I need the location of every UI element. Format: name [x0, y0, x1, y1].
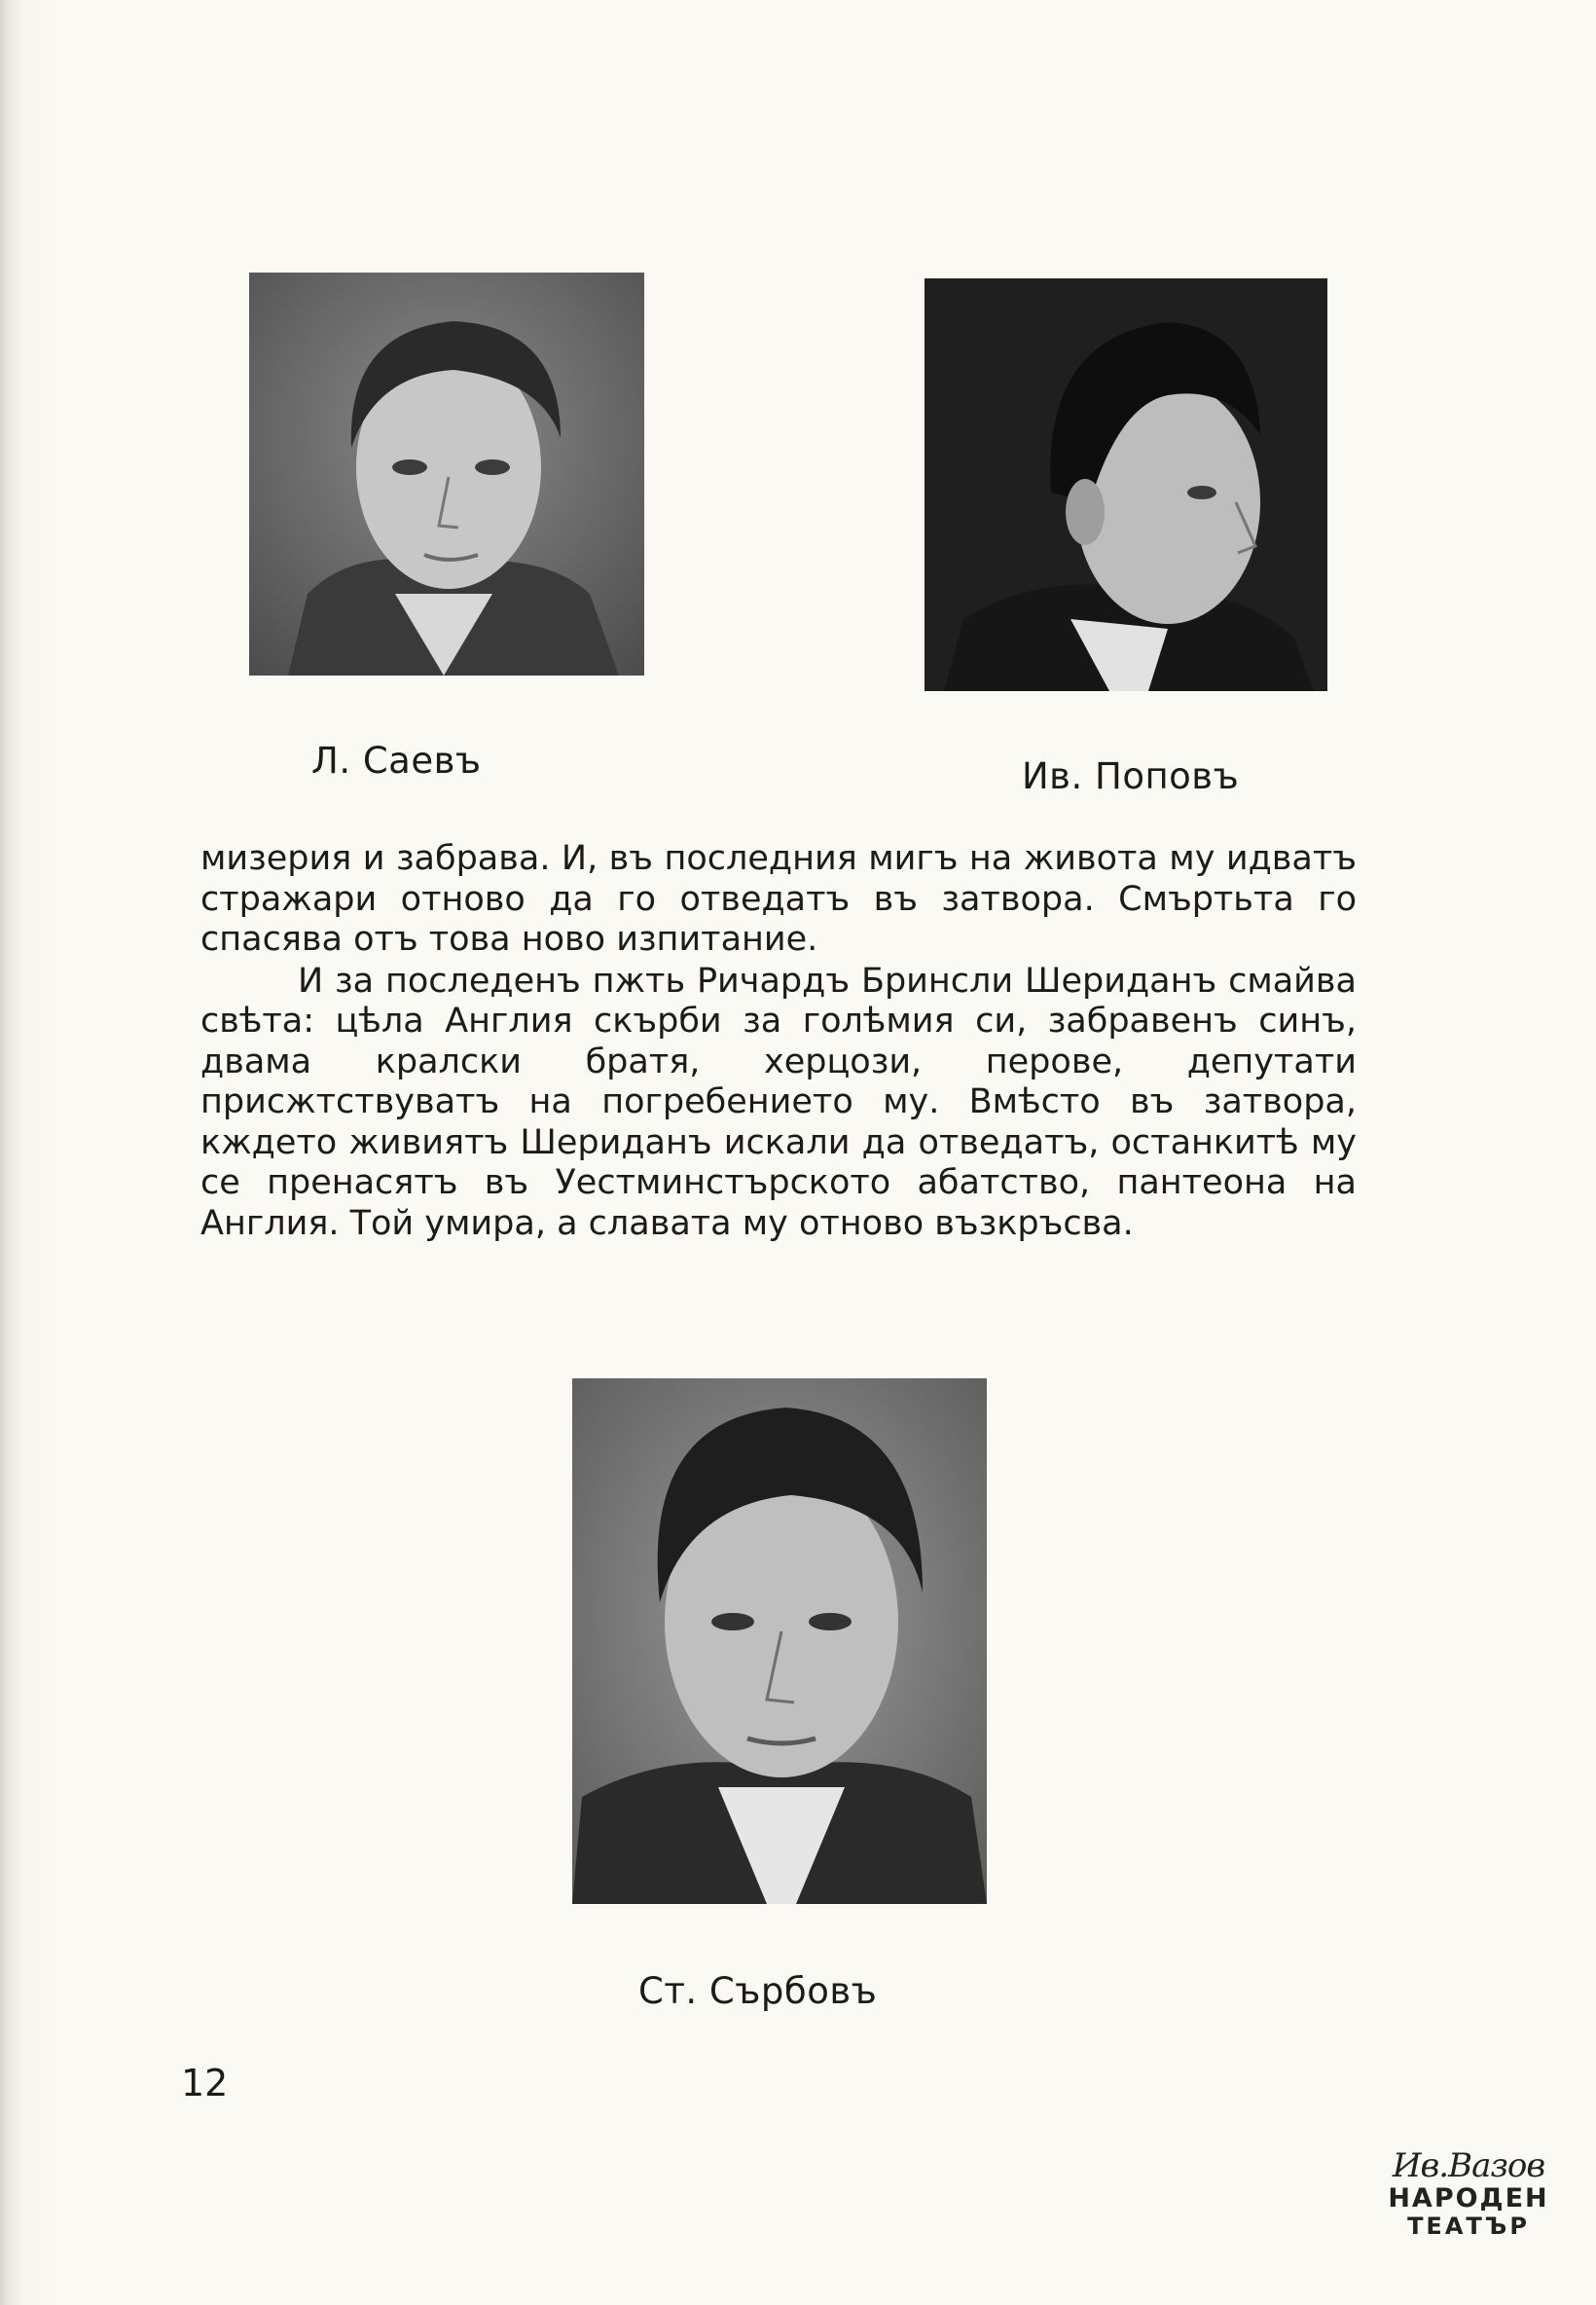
caption-popov: Ив. Поповъ	[1022, 755, 1240, 797]
portrait-photo-icon	[925, 278, 1327, 691]
body-text	[200, 839, 1357, 1244]
logo-line1: НАРОДЕН	[1388, 2183, 1549, 2214]
theatre-logo	[1378, 2147, 1559, 2264]
portrait-photo-icon	[572, 1378, 987, 1904]
caption-sarbov: Ст. Сърбовъ	[638, 1970, 878, 2012]
portrait-photo-popov	[925, 278, 1327, 691]
logo-line2: ТЕАТЪР	[1407, 2213, 1530, 2240]
portrait-photo-icon	[249, 273, 644, 676]
logo-signature: Ив.Вазов	[1392, 2146, 1545, 2185]
portrait-photo-saev	[249, 273, 644, 676]
page-number: 12	[181, 2062, 229, 2104]
portrait-photo-sarbov	[572, 1378, 987, 1904]
caption-saev: Л. Саевъ	[311, 740, 482, 782]
body-paragraph: И за последенъ пжть Ричардъ Бринсли Шериданъ смайва свѣта: цѣла Англия скърби за голѣмия си, забравенъ синъ, двама кралски братя, херцози, перове, депутати присжтствуватъ на погребението му. Вмѣсто въ затвора, кждето живиятъ Шериданъ искали да отведатъ, останкитѣ му се пренасятъ въ Уестминстърското абатство, пантеона на Англия. Той умира, а славата му отново възкръсва.	[200, 961, 1357, 1243]
body-paragraph: мизерия и забрава. И, въ последния мигъ на живота му идватъ стражари отново да го отведатъ въ затвора. Смъртьта го спасява отъ това ново изпитание.	[200, 839, 1357, 959]
